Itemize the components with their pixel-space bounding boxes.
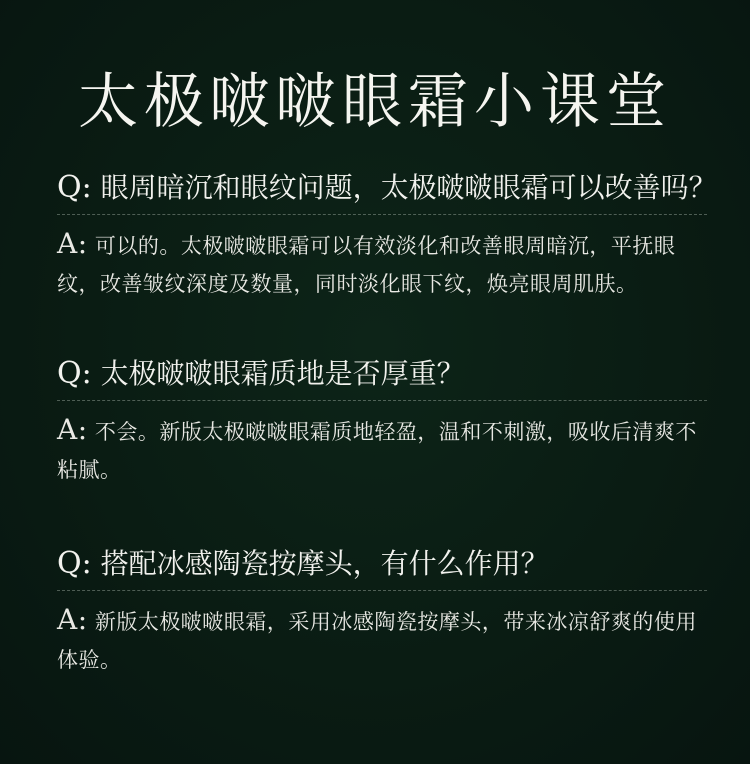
- question: [57, 354, 707, 394]
- divider: [57, 214, 707, 215]
- qa-item: [57, 544, 707, 679]
- question-text: 眼周暗沉和眼纹问题，太极啵啵眼霜可以改善吗？: [100, 171, 717, 204]
- divider: [57, 590, 707, 591]
- answer-text: 可以的。太极啵啵眼霜可以有效淡化和改善眼周暗沉，平抚眼纹，改善皱纹深度及数量，同时淡化眼下纹，焕亮眼周肌肤。: [57, 234, 676, 296]
- answer-prefix: A:: [57, 603, 88, 636]
- question: [57, 168, 717, 208]
- question: [57, 544, 707, 584]
- question-prefix: Q:: [57, 546, 92, 581]
- answer-text: 新版太极啵啵眼霜，采用冰感陶瓷按摩头，带来冰凉舒爽的使用体验。: [57, 610, 697, 672]
- answer-text: 不会。新版太极啵啵眼霜质地轻盈，温和不刺激，吸收后清爽不粘腻。: [57, 420, 697, 482]
- answer: [57, 601, 707, 679]
- question-prefix: Q:: [57, 356, 92, 391]
- qa-item: [57, 354, 707, 489]
- answer: [57, 411, 707, 489]
- divider: [57, 400, 707, 401]
- page-title: 太极啵啵眼霜小课堂: [78, 67, 672, 137]
- question-text: 太极啵啵眼霜质地是否厚重？: [100, 357, 465, 390]
- answer-prefix: A:: [57, 413, 88, 446]
- answer: [57, 225, 707, 303]
- qa-item: [57, 168, 717, 303]
- question-prefix: Q:: [57, 170, 92, 205]
- question-text: 搭配冰感陶瓷按摩头，有什么作用？: [100, 547, 549, 580]
- answer-prefix: A:: [57, 227, 88, 260]
